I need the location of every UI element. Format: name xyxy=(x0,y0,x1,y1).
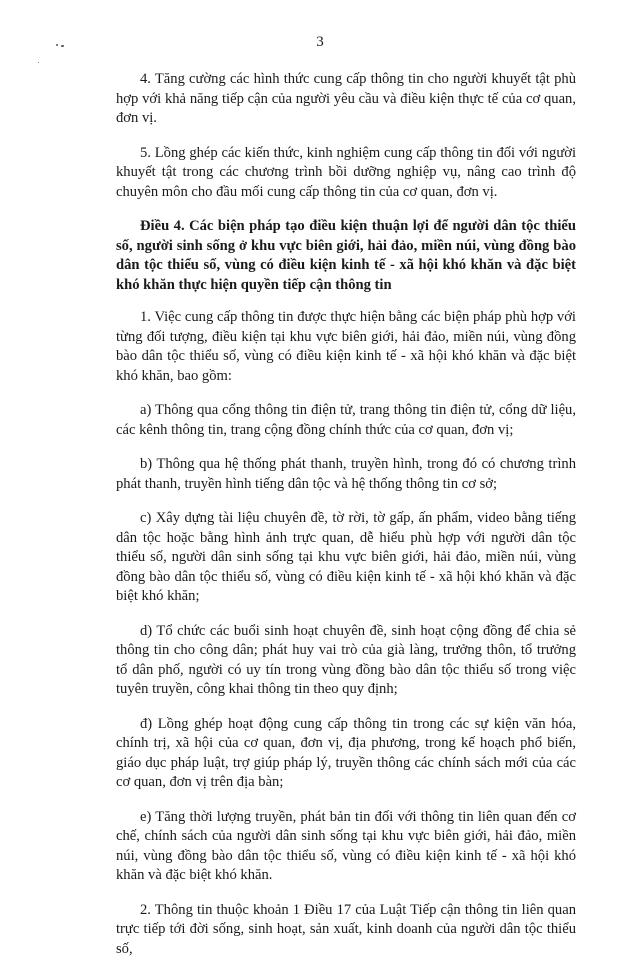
paragraph-5: 5. Lồng ghép các kiến thức, kinh nghiệm cung cấp thông tin đối với người khuyết tật trong các chương trình bồi dưỡng nghiệp vụ, nâng cao trình độ chuyên môn cho đầu mối cung cấp thông tin của cơ quan, đơn vị. xyxy=(116,144,576,200)
scan-speck xyxy=(38,62,39,63)
item-d: d) Tổ chức các buổi sinh hoạt chuyên đề, sinh hoạt cộng đồng để chia sẻ thông tin cho công dân; phát huy vai trò của già làng, trưởng thôn, tổ trưởng tổ dân phố, người có uy tín trong vùng đồng bào dân tộc thiểu số trong việc tuyên truyền, công khai thông tin theo quy định; xyxy=(116,622,576,697)
item-a: a) Thông qua cổng thông tin điện tử, trang thông tin điện tử, cổng dữ liệu, các kênh thông tin, trang cộng đồng chính thức của cơ quan, đơn vị; xyxy=(116,402,576,438)
article-4-heading: Điều 4. Các biện pháp tạo điều kiện thuận lợi để người dân tộc thiểu số, người sinh sống ở khu vực biên giới, hải đảo, miền núi, vùng đồng bào dân tộc thiểu số, vùng có điều kiện kinh tế - xã hội khó khăn và đặc biệt khó khăn thực hiện quyền tiếp cận thông tin xyxy=(116,218,576,293)
item-e: e) Tăng thời lượng truyền, phát bản tin đối với thông tin liên quan đến cơ chế, chính sách của người dân sinh sống tại khu vực biên giới, hải đảo, miền núi, vùng đồng bào dân tộc thiểu số, vùng có điều kiện kinh tế - xã hội khó khăn và đặc biệt khó khăn. xyxy=(116,808,576,883)
clause-1: 1. Việc cung cấp thông tin được thực hiện bằng các biện pháp phù hợp với từng đối tượng, điều kiện tại khu vực biên giới, hải đảo, miền núi, vùng đồng bào dân tộc thiểu số, vùng có điều kiện kinh tế - xã hội khó khăn và đặc biệt khó khăn, bao gồm: xyxy=(116,309,576,384)
document-body xyxy=(116,70,576,974)
clause-2: 2. Thông tin thuộc khoản 1 Điều 17 của Luật Tiếp cận thông tin liên quan trực tiếp tới đời sống, sinh hoạt, sản xuất, kinh doanh của người dân tộc thiểu số, xyxy=(116,901,576,957)
paragraph-4: 4. Tăng cường các hình thức cung cấp thông tin cho người khuyết tật phù hợp với khả năng tiếp cận của người yêu cầu và điều kiện thực tế của cơ quan, đơn vị. xyxy=(116,71,576,126)
page-number: 3 xyxy=(316,34,324,50)
item-c: c) Xây dựng tài liệu chuyên đề, tờ rời, tờ gấp, ấn phẩm, video bằng tiếng dân tộc hoặc bằng hình ảnh trực quan, dễ hiểu phù hợp với người dân tộc thiểu số, người dân sinh sống tại khu vực biên giới, hải đảo, miền núi, vùng đồng bào dân tộc thiểu số, vùng có điều kiện kinh tế - xã hội khó khăn và đặc biệt khó khăn; xyxy=(116,510,576,604)
item-dd: đ) Lồng ghép hoạt động cung cấp thông tin trong các sự kiện văn hóa, chính trị, xã hội của cơ quan, đơn vị, địa phương, trong kế hoạch phổ biến, giáo dục pháp luật, trợ giúp pháp lý, truyền thông các chính sách mới của các cơ quan, đơn vị trên địa bàn; xyxy=(116,715,576,790)
item-b: b) Thông qua hệ thống phát thanh, truyền hình, trong đó có chương trình phát thanh, truyền hình tiếng dân tộc và hệ thống thông tin cơ sở; xyxy=(116,456,576,492)
